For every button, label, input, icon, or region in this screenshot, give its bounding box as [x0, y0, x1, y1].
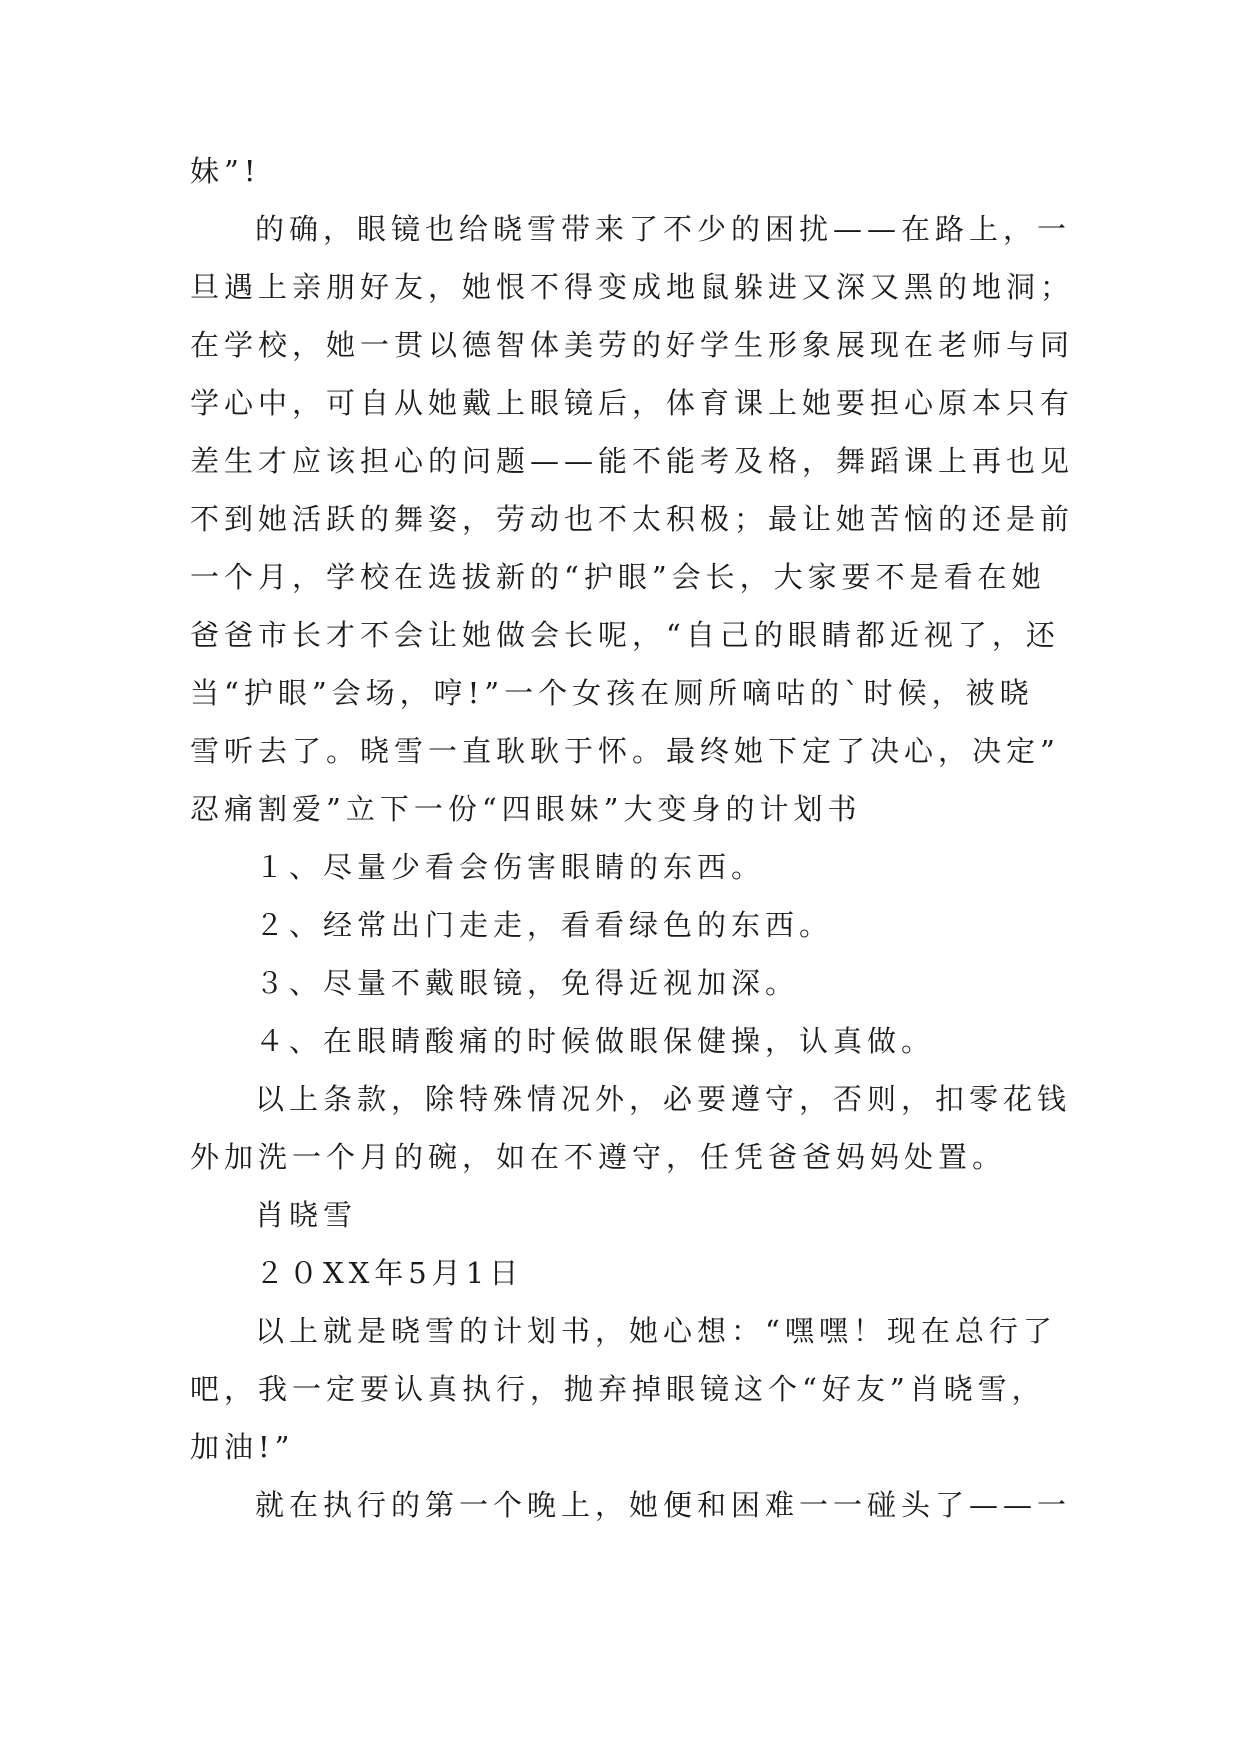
text-line: 学心中，可自从她戴上眼镜后，体育课上她要担心原本只有: [190, 386, 1075, 420]
text-line: 外加洗一个月的碗，如在不遵守，任凭爸爸妈妈处置。: [190, 1140, 1007, 1174]
paragraph-start: 就在执行的第一个晚上，她便和困难一一碰头了——一: [255, 1488, 1072, 1522]
text-line: 吧，我一定要认真执行，抛弃掉眼镜这个“好友”肖晓雪，: [190, 1372, 1046, 1406]
signature-date: ２０XX年5月1日: [255, 1256, 524, 1290]
plan-item-1: １、尽量少看会伤害眼睛的东西。: [255, 850, 766, 884]
paragraph-start: 的确，眼镜也给晓雪带来了不少的困扰——在路上，一: [255, 212, 1072, 246]
text-line: 雪听去了。晓雪一直耿耿于怀。最终她下定了决心，决定”: [190, 734, 1060, 768]
text-line: 忍痛割爱”立下一份“四眼妹”大变身的计划书: [190, 792, 862, 826]
text-line: 一个月，学校在选拔新的“护眼”会长，大家要不是看在她: [190, 560, 1046, 594]
text-line: 当“护眼”会场，哼!”一个女孩在厕所嘀咕的`时候，被晓: [190, 676, 1034, 710]
text-line: 妹”!: [190, 154, 261, 188]
text-line: 差生才应该担心的问题——能不能考及格，舞蹈课上再也见: [190, 444, 1075, 478]
text-line: 在学校，她一贯以德智体美劳的好学生形象展现在老师与同: [190, 328, 1075, 362]
text-line: 加油!”: [190, 1430, 295, 1464]
text-line: 爸爸市长才不会让她做会长呢，“自己的眼睛都近视了，还: [190, 618, 1060, 652]
text-line: 旦遇上亲朋好友，她恨不得变成地鼠躲进又深又黑的地洞；: [190, 270, 1075, 304]
plan-item-3: ３、尽量不戴眼镜，免得近视加深。: [255, 966, 800, 1000]
signature-name: 肖晓雪: [255, 1198, 358, 1232]
plan-item-2: ２、经常出门走走，看看绿色的东西。: [255, 908, 834, 942]
plan-item-4: ４、在眼睛酸痛的时候做眼保健操，认真做。: [255, 1024, 936, 1058]
paragraph-start: 以上条款，除特殊情况外，必要遵守，否则，扣零花钱: [255, 1082, 1072, 1116]
paragraph-start: 以上就是晓雪的计划书，她心想：“嘿嘿！现在总行了: [255, 1314, 1057, 1348]
text-line: 不到她活跃的舞姿，劳动也不太积极；最让她苦恼的还是前: [190, 502, 1075, 536]
